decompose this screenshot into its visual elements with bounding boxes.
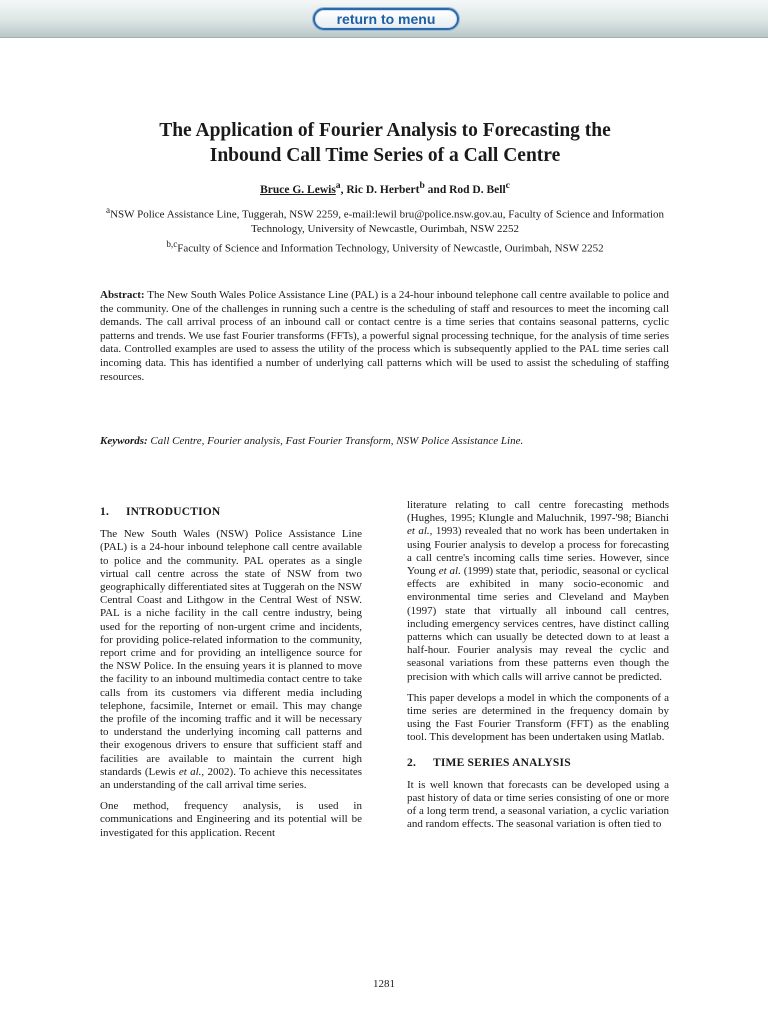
author-and: and — [427, 183, 447, 196]
paragraph: One method, frequency analysis, is used in communications and Engineering and its potential will be investigated for this application. Recent — [100, 800, 362, 839]
affiliation-a-text: NSW Police Assistance Line, Tuggerah, NSW 2259, e-mail:lewil bru@police.nsw.gov.au, Faculty of Science and Information Technology, University of Newcastle, Ourimbah, NSW 2252 — [110, 208, 664, 235]
section-title: TIME SERIES ANALYSIS — [433, 756, 571, 769]
paper-title — [60, 118, 710, 168]
section-number: 2. — [407, 756, 417, 769]
abstract-text: The New South Wales Police Assistance Line (PAL) is a 24-hour inbound telephone call centre available to police and the community. One of the challenges in running such a centre is the scheduling of staff and resources to meet the incoming call demands. The call arrival process of an inbound call or contact centre is a time series that contains seasonal patterns, cyclic patterns and trends. We use fast Fourier transforms (FFTs), a powerful signal processing technique, for the analysis of time series data. Controlled examples are used to assess the utility of the process which is subsequently applied to the PAL time series call incoming data. This has identified a number of underlying call patterns which will be used to assist the scheduling of staffing resources. — [100, 289, 669, 383]
title-line-2: Inbound Call Time Series of a Call Centre — [209, 145, 561, 166]
paragraph — [100, 528, 362, 792]
section-number: 1. — [100, 506, 110, 518]
author-2: Ric D. Herbert — [346, 183, 420, 196]
paragraph-text: literature relating to call centre forecasting methods (Hughes, 1995; Klungle and Maluchnik, 1997-'98; Bianchi — [407, 499, 669, 525]
affiliation-a — [90, 203, 680, 236]
right-column — [407, 499, 669, 840]
author-3: Rod D. Bell — [449, 183, 506, 196]
top-navigation-bar — [0, 0, 768, 38]
paragraph — [407, 499, 669, 684]
et-al: et al. — [178, 765, 202, 778]
paragraph-text: , 1993) revealed that no work has been undertaken in using Fourier analysis to develop a process for forecasting a call centre's incoming calls time series. However, since Young — [407, 525, 669, 578]
keywords — [100, 434, 669, 448]
return-to-menu-button[interactable]: return to menu — [313, 8, 459, 30]
abstract-label: Abstract: — [100, 289, 145, 301]
paragraph-text: The New South Wales (NSW) Police Assistance Line (PAL) is a 24-hour inbound telephone call centre available to police and the community. PAL operates as a single virtual call centre across the state of NSW from two geographically differentiated sites at Tuggerah on the NSW Central Coast and Lithgow in the Central West of NSW. PAL is a niche facility in the call centre industry, being used for the reporting of non-urgent crime and incidents, for providing police-related information to the community, report crime and for providing an intelligence source for the NSW Police. In the ensuing years it is planned to move the facility to an inbound multimedia contact centre to take calls from its customers via different media including telephone, facsimile, Internet or email. This may change the profile of the incoming traffic and it will be necessary to understand the underlying incoming call patterns and their exogenous drivers to ensure that sufficient staff and facilities are available to maintain the current high standards (Lewis — [100, 528, 362, 778]
author-3-sup: c — [505, 180, 510, 191]
keywords-text: Call Centre, Fourier analysis, Fast Fourier Transform, NSW Police Assistance Line. — [150, 435, 524, 447]
keywords-label: Keywords: — [100, 435, 148, 447]
author-1-sup: a — [335, 180, 341, 191]
author-2-sup: b — [419, 180, 425, 191]
affiliation-b-sup: b,c — [166, 239, 178, 249]
section-title: INTRODUCTION — [126, 506, 221, 518]
page-number: 1281 — [373, 978, 395, 990]
author-list: Bruce G. Lewis$^a$, Ric D. Herbert$^b$ and Rod D. Bell$^c$ — [260, 180, 510, 196]
paragraph-text: , 2002). To achieve this necessitates an understanding of the call arrival time series. — [100, 765, 363, 792]
et-al: et al. — [438, 565, 461, 578]
affiliation-b — [90, 237, 680, 256]
title-line-1: The Application of Fourier Analysis to Forecasting the — [159, 120, 611, 141]
paragraph: It is well known that forecasts can be developed using a past history of data or time series consisting of one or more of a long term trend, a seasonal variation, a cyclic variation and random effects. The seasonal variation is often tied to — [407, 778, 669, 831]
section-heading-time-series-analysis — [407, 757, 669, 770]
abstract — [100, 289, 669, 384]
paragraph-text: (1999) state that, periodic, seasonal or cyclical effects are exhibited in many socio-economic and environmental time series and Cleveland and Mayben (1997) state that virtually all inbound call centres, including emergency services centres, have distinct calling patterns which can usually be detected down to at least a half-hour. Fourier analysis may reveal the cyclic and seasonal variations from these patterns even though the precision with which calls will arrive cannot be predicted. — [407, 565, 670, 683]
author-1: Bruce G. Lewis — [260, 183, 336, 196]
affiliation-a-sup: a — [106, 205, 111, 215]
paragraph: This paper develops a model in which the components of a time series are determined in the frequency domain by using the Fast Fourier Transform (FFT) as the enabling tool. This development has been undertaken using Matlab. — [407, 691, 669, 744]
affiliation-b-text: Faculty of Science and Information Technology, University of Newcastle, Ourimbah, NSW 2252 — [177, 242, 604, 255]
left-column — [100, 506, 362, 848]
section-heading-introduction — [100, 506, 362, 519]
et-al: et al. — [407, 525, 430, 538]
